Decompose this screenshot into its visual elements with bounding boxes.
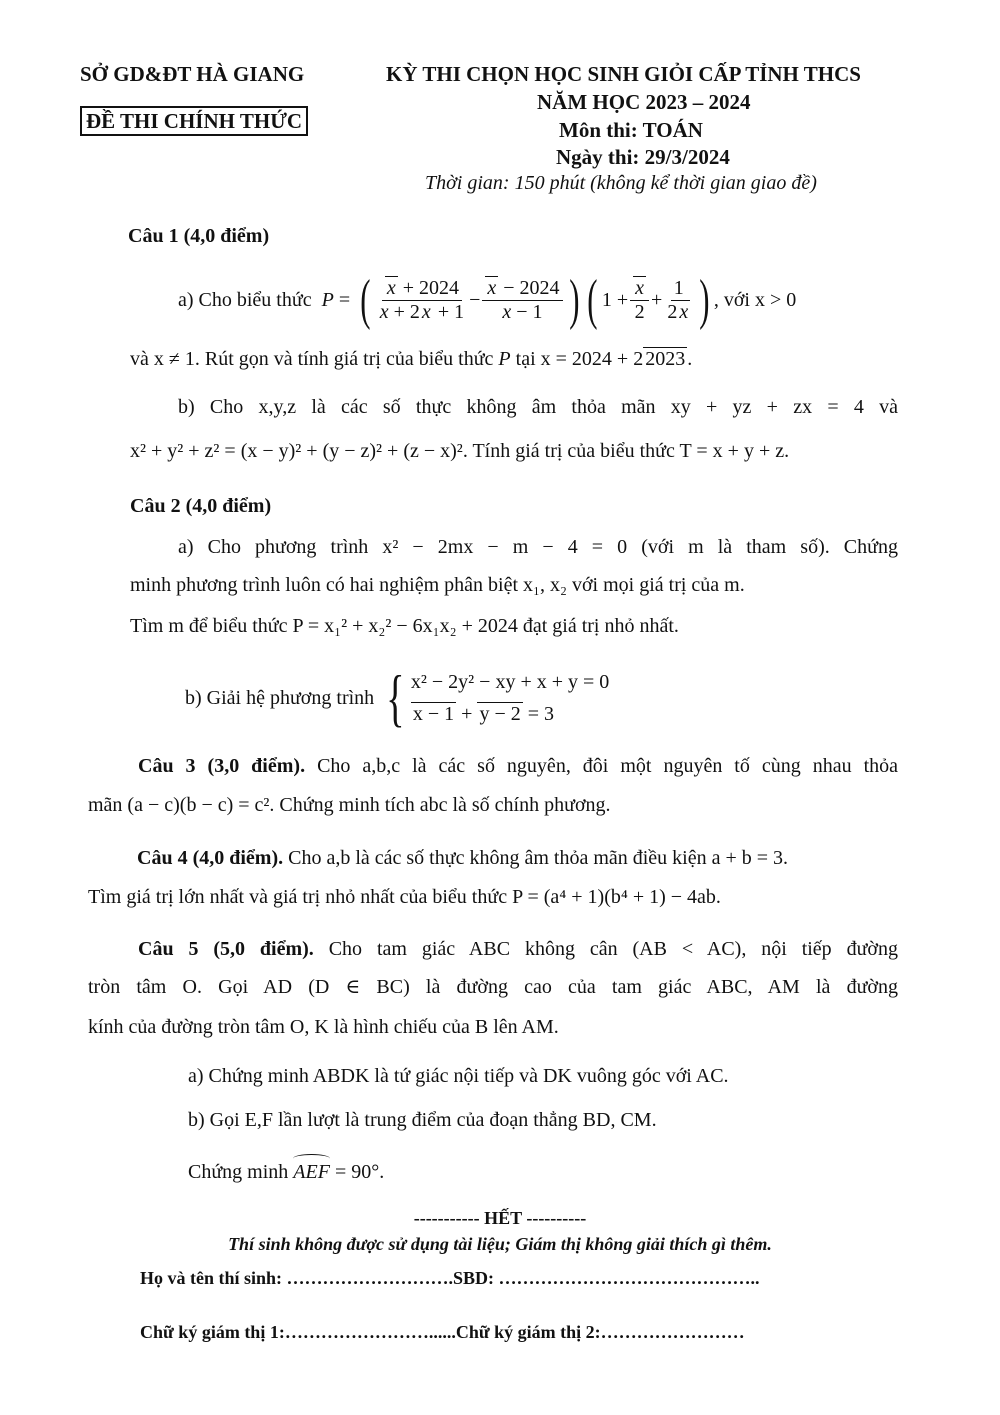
q1-title: Câu 1 (4,0 điểm) xyxy=(128,225,270,247)
q1a-expression: a) Cho biểu thức P = ( $\frac{x + 2024}{x + 2 x + 1}$ − $\frac{x - 2024}{x - 1}$ ) ( 1 + $\frac{x}{2}$ + $\frac{1}{2 x}$ ) , với x > 0 xyxy=(178,269,797,331)
exam-date: Ngày thi: 29/3/2024 xyxy=(556,145,730,169)
q4-line2: Tìm giá trị lớn nhất và giá trị nhỏ nhất của biểu thức P = (a⁴ + 1)(b⁴ + 1) − 4ab. xyxy=(88,886,721,908)
q4-line1: Câu 4 (4,0 điểm). Cho a,b là các số thực không âm thỏa mãn điều kiện a + b = 3. xyxy=(137,847,789,869)
exam-duration: Thời gian: 150 phút (không kể thời gian giao đề) xyxy=(425,172,817,194)
q1b-line1: b) Cho x,y,z là các số thực không âm thỏa mãn xy + yz + zx = 4 và xyxy=(178,396,898,418)
q5-line3: kính của đường tròn tâm O, K là hình chiếu của B lên AM. xyxy=(88,1016,559,1038)
q5-line1: Câu 5 (5,0 điểm). Cho tam giác ABC không cân (AB < AC), nội tiếp đường xyxy=(138,938,898,960)
q2b-equation-2: x − 1 + y − 2 = 3 xyxy=(412,703,555,725)
department-name: SỞ GD&ĐT HÀ GIANG xyxy=(80,62,305,86)
official-exam-badge: ĐỀ THI CHÍNH THỨC xyxy=(80,106,308,136)
q2a-line3: Tìm m để biểu thức P = x₁² + x₂² − 6x₁x₂ + 2024 đạt giá trị nhỏ nhất. xyxy=(130,615,679,637)
q2a-line2: minh phương trình luôn có hai nghiệm phân biệt x₁, x₂ với mọi giá trị của m. xyxy=(130,574,745,596)
q1a-prefix: a) Cho biểu thức xyxy=(178,289,312,311)
q3-line1: Câu 3 (3,0 điểm). Cho a,b,c là các số nguyên, đôi một nguyên tố cùng nhau thỏa xyxy=(138,755,899,777)
q1a-line2: và x ≠ 1. Rút gọn và tính giá trị của biểu thức P tại x = 2024 + 2 2023 . xyxy=(130,348,693,370)
q2b-equation-1: x² − 2y² − xy + x + y = 0 xyxy=(410,671,610,693)
subject: Môn thi: TOÁN xyxy=(559,118,703,142)
q2-title: Câu 2 (4,0 điểm) xyxy=(130,495,272,517)
signature-line: Chữ ký giám thị 1:……………………......Chữ ký giám thị 2:…………………… xyxy=(140,1322,745,1342)
q5-line2: tròn tâm O. Gọi AD (D ∈ BC) là đường cao của tam giác ABC, AM là đường xyxy=(88,976,898,998)
end-marker: ----------- HẾT ---------- xyxy=(413,1208,587,1228)
exam-title: KỲ THI CHỌN HỌC SINH GIỎI CẤP TỈNH THCS xyxy=(386,62,861,86)
q3-line2: mãn (a − c)(b − c) = c². Chứng minh tích abc là số chính phương. xyxy=(88,794,611,816)
q2b-system: b) Giải hệ phương trình { x² − 2y² − xy + x + y = 0 x − 1 + y − 2 = 3 xyxy=(185,662,610,733)
q2b-prefix: b) Giải hệ phương trình xyxy=(185,687,375,709)
q1b-line2: x² + y² + z² = (x − y)² + (y − z)² + (z − x)². Tính giá trị của biểu thức T = x + y + z. xyxy=(130,440,790,462)
angle-aef: AEF xyxy=(293,1158,330,1186)
candidate-note: Thí sinh không được sử dụng tài liệu; Giám thị không giải thích gì thêm. xyxy=(228,1234,772,1254)
q3-title: Câu 3 (3,0 điểm). xyxy=(138,755,306,777)
q5b: b) Gọi E,F lần lượt là trung điểm của đoạn thẳng BD, CM. xyxy=(188,1109,657,1131)
q1a-condition: , với x > 0 xyxy=(713,289,797,311)
q5c: Chứng minh AEF = 90°. xyxy=(188,1158,384,1186)
q5-title: Câu 5 (5,0 điểm). xyxy=(138,938,314,960)
school-year: NĂM HỌC 2023 – 2024 xyxy=(537,90,751,114)
candidate-name-line: Họ và tên thí sinh: ……………………….SBD: …………………………………….. xyxy=(140,1268,760,1288)
q2a-line1: a) Cho phương trình x² − 2mx − m − 4 = 0 (với m là tham số). Chứng xyxy=(178,536,898,558)
q5a: a) Chứng minh ABDK là tứ giác nội tiếp và DK vuông góc với AC. xyxy=(188,1065,729,1087)
q4-title: Câu 4 (4,0 điểm). xyxy=(137,847,284,869)
